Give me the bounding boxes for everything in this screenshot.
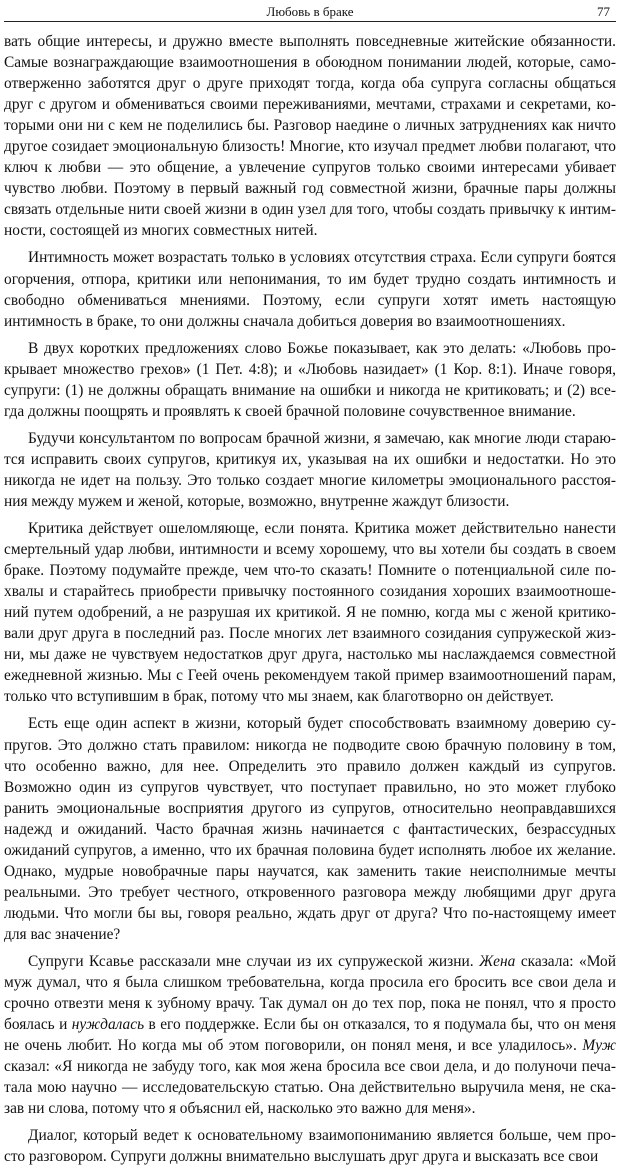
paragraph-text: в его поддержке. Если бы он отказался, то я подумала бы, что он меня не очень любит. Но когда мы об этом поговорили, он понял меня, и все уладилось».	[4, 1016, 616, 1055]
paragraph-dialogue	[4, 951, 616, 1119]
paragraph-text: сказал: «Я никогда не забуду того, как моя жена бросила все свои дела, и до полуночи печатала мою научно — исследовательскую статью. Она действительно выручила меня, не сказав ни слова, потому что я объяснил ей, насколько это важно для меня».	[4, 1058, 616, 1118]
emphasis-husband: Муж	[582, 1037, 616, 1055]
paragraph-text: Диалог, который ведет к основательному взаимопониманию является больше, чем просто разговором. Супруги должны внимательно выслушать друг друга и высказать все свои	[4, 1127, 616, 1166]
emphasis-needed: нуждалась	[71, 1016, 145, 1034]
paragraph-continuation	[4, 31, 616, 241]
paragraph	[4, 1125, 616, 1167]
paragraph-text: вать общие интересы, и дружно вместе выполнять повседневные житейские обязанности. Самые вознаграждающие взаимоотношения в обоюдном понимании людей, которые, самоотверженно заботятся друг о друге приходят тогда, когда оба супруга согласны общаться друг с другом и обмениваться своими переживаниями, мечтами, страхами и секретами, которыми они ни с кем не поделились бы. Разговор наедине о личных затруднениях как ничто другое созидает эмоциональную близость! Многие, кто изучал предмет любви полагают, что ключ к любви — это общение, а увлечение супругов только своими интересами убивает чувство любви. Поэтому в первый важный год совместной жизни, брачные пары должны связать отдельные нити своей жизни в один узел для того, чтобы создать привычку к интимности, состоящей из многих совместных нитей.	[4, 33, 616, 240]
running-title: Любовь в браке	[266, 4, 354, 19]
header-rule	[4, 21, 616, 22]
paragraph	[4, 713, 616, 945]
paragraph	[4, 518, 616, 707]
paragraph	[4, 338, 616, 422]
running-header	[0, 2, 620, 22]
paragraph-text: Супруги Ксавье рассказали мне случаи из их супружеской жизни.	[28, 952, 480, 970]
page-number: 77	[597, 4, 610, 19]
paragraph	[4, 247, 616, 331]
paragraph-text: сказала: «Мой муж думал, что я была слишком требовательна, когда просила его бросить все свои дела и срочно отвезти меня к зубному врачу. Так думал он до тех пор, пока не понял, что я просто боялась и	[4, 952, 616, 1034]
paragraph-text: Есть еще один аспект в жизни, который будет способствовать взаимному доверию супругов. Это должно стать правилом: никогда не подводите свою брачную половину в том, что особенно важно, для нее. Определить это правило должен каждый из супругов. Возможно один из супругов чувствует, что поступает правильно, но это может глубоко ранить эмоциональные восприятия другого из супругов, относительно неоправдавшихся надежд и ожиданий. Часто брачная жизнь начинается с фантастических, безрассудных ожиданий супругов, а именно, что их брачная половина будет исполнять любое их желание. Однако, мудрые новобрачные пары научатся, как заменить такие неисполнимые мечты реальными. Это требует честного, откровенного разговора между любящими друг друга людьми. Что могли бы вы, говоря реально, ждать друг от друга? Что по-настоящему имеет для вас значение?	[4, 715, 616, 943]
body-text	[4, 31, 616, 1167]
emphasis-wife: Жена	[479, 952, 516, 970]
paragraph-text: Интимность может возрастать только в условиях отсутствия страха. Если супруги боятся огорчения, отпора, критики или непонимания, то им будет трудно создать интимность и свободно обмениваться мнениями. Поэтому, если супруги хотят иметь настоящую интимность в браке, то они должны сначала добиться доверия во взаимоотношениях.	[4, 249, 616, 330]
paragraph-text: Будучи консультантом по вопросам брачной жизни, я замечаю, как многие люди стараются исправить своих супругов, критикуя их, указывая на их ошибки и недостатки. Но это никогда не идет на пользу. Это только создает многие километры эмоционального расстояния между мужем и женой, которые, возможно, внутренне жаждут близости.	[4, 429, 616, 510]
paragraph-text: В двух коротких предложениях слово Божье показывает, как это делать: «Любовь прокрывает множество грехов» (1 Пет. 4:8); и «Любовь назидает» (1 Кор. 8:1). Иначе говоря, супруги: (1) не должны обращать внимание на ошибки и никогда не критиковать; и (2) всегда должны поощрять и проявлять к своей брачной половине сочувственное внимание.	[4, 339, 616, 420]
paragraph	[4, 428, 616, 512]
paragraph-text: Критика действует ошеломляюще, если понята. Критика может действительно нанести смертельный удар любви, интимности и всему хорошему, что вы хотели бы создать в своем браке. Поэтому подумайте прежде, чем что-то сказать! Помните о потенциальной силе похвалы и старайтесь приобрести привычку постоянного созидания хороших взаимоотношений путем одобрений, а не разрушая их критикой. Я не помню, когда мы с женой критиковали друг друга в последний раз. После многих лет взаимного созидания супружеской жизни, мы даже не чувствуем недостатков друг друга, настолько мы наслаждаемся совместной ежедневной жизнью. Мы с Геей очень рекомендуем такой пример взаимоотношений парам, только что вступившим в брак, потому что мы знаем, как благотворно он действует.	[4, 520, 616, 706]
